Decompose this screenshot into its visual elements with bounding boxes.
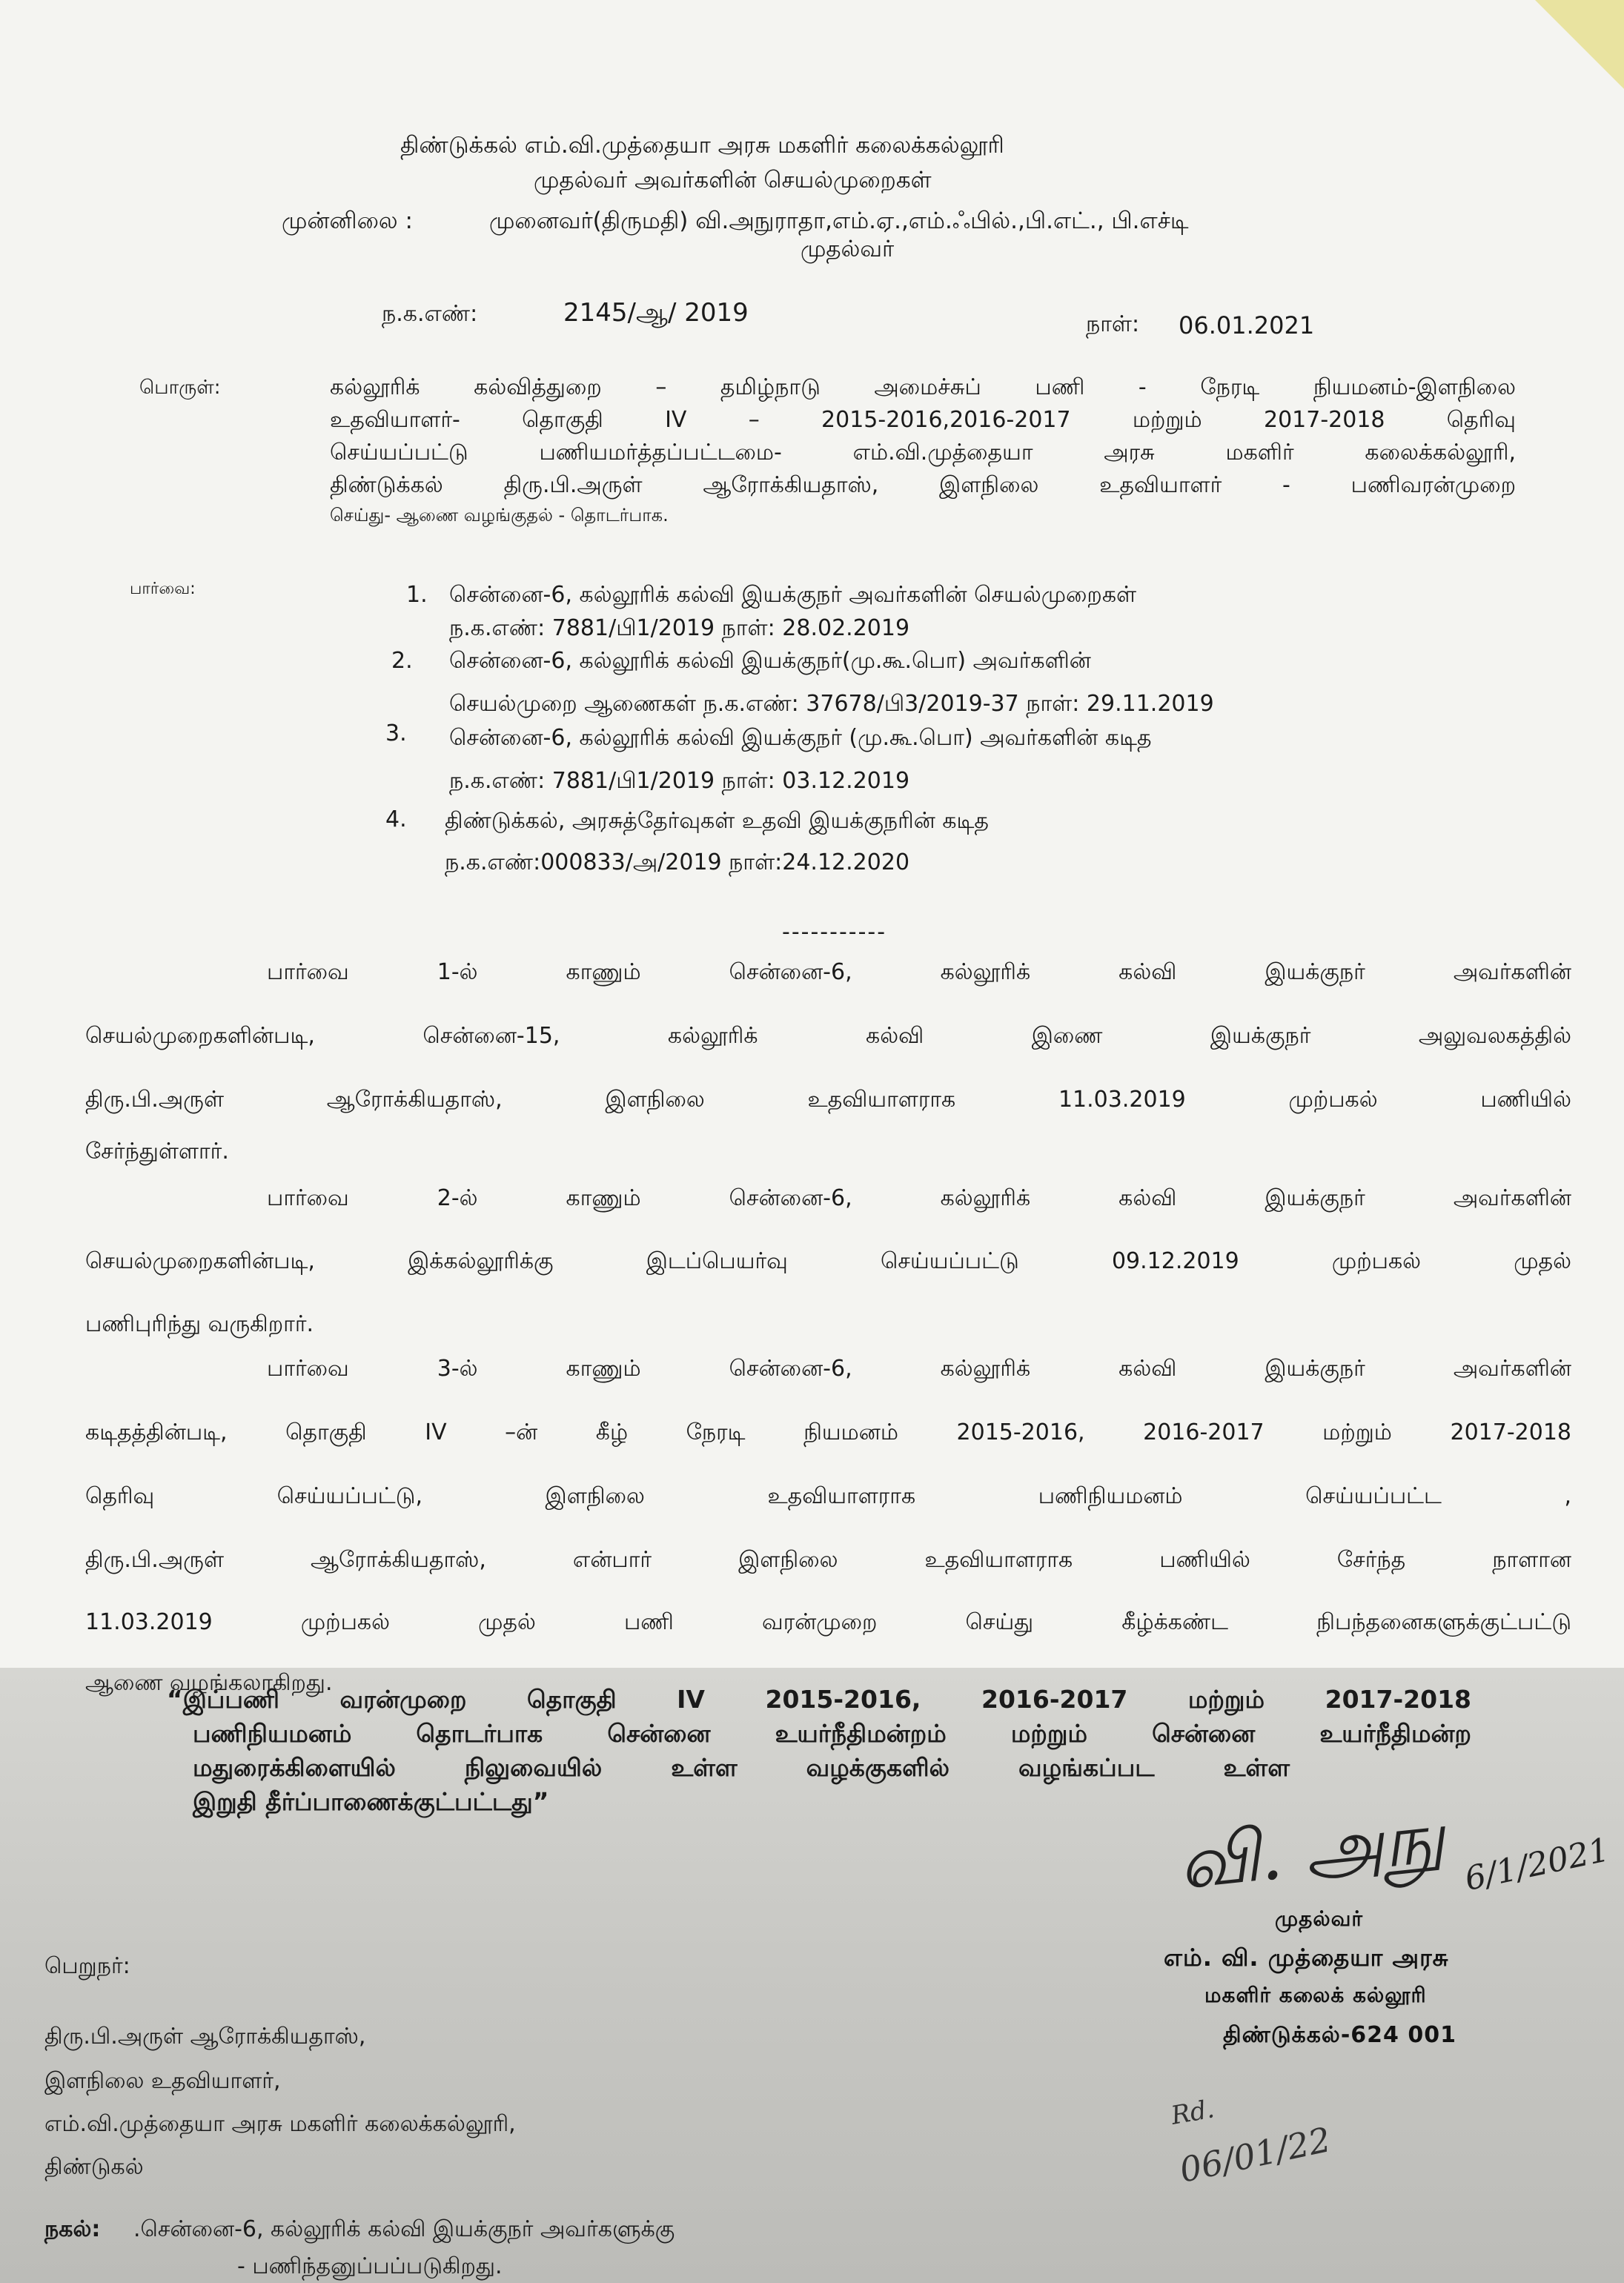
reference-line: செயல்முறை ஆணைகள் ந.க.எண்: 37678/பி3/2019-37 நாள்: 29.11.2019 — [449, 691, 1214, 717]
recipient-line: திண்டுகல் — [44, 2154, 144, 2180]
paragraph-line: 11.03.2019 முற்பகல் முதல் பணி வரன்முறை செய்து கீழ்க்கண்ட நிபந்தனைகளுக்குட்பட்டு — [85, 1609, 1571, 1635]
paragraph-line: பார்வை 2-ல் காணும் சென்னை-6, கல்லூரிக் கல்வி இயக்குநர் அவர்களின் — [267, 1185, 1571, 1211]
signature-date: 6/1/2021 — [1461, 1831, 1613, 1898]
paragraph-2 — [85, 1182, 1571, 1353]
stamp-line: எம். வி. முத்தையா அரசு — [1164, 1944, 1449, 1972]
copy-line: - பணிந்தனுப்பப்படுகிறது. — [237, 2253, 503, 2279]
reference-line: ந.க.எண்: 7881/பி1/2019 நாள்: 03.12.2019 — [449, 768, 910, 794]
date-value: 06.01.2021 — [1179, 311, 1315, 339]
principal-designation: முதல்வர் — [801, 236, 895, 262]
paragraph-3 — [85, 1353, 1571, 1704]
recipient-line: எம்.வி.முத்தையா அரசு மகளிர் கலைக்கல்லூரி, — [44, 2111, 516, 2137]
paragraph-line: செயல்முறைகளின்படி, இக்கல்லூரிக்கு இடப்பெயர்வு செய்யப்பட்டு 09.12.2019 முற்பகல் முதல் — [85, 1248, 1571, 1274]
subject-line: திண்டுக்கல் திரு.பி.அருள் ஆரோக்கியதாஸ், இளநிலை உதவியாளர் - பணிவரன்முறை — [330, 472, 1516, 498]
reference-number: 2. — [391, 648, 413, 674]
ref-no-value: 2145/ஆ/ 2019 — [563, 298, 749, 328]
subject-line: செய்யப்பட்டு பணியமர்த்தப்பட்டமை- எம்.வி.முத்தையா அரசு மகளிர் கலைக்கல்லூரி, — [330, 440, 1516, 465]
condition-line: இறுதி தீர்ப்பாணைக்குட்பட்டது” — [193, 1787, 549, 1816]
paragraph-line: செயல்முறைகளின்படி, சென்னை-15, கல்லூரிக் கல்வி இணை இயக்குநர் அலுவலகத்தில் — [85, 1023, 1571, 1049]
paragraph-line: சேர்ந்துள்ளார். — [85, 1139, 229, 1164]
paragraph-line: பணிபுரிந்து வருகிறார். — [85, 1311, 314, 1337]
condition-block — [167, 1683, 1471, 1819]
folded-corner — [1535, 0, 1624, 89]
copy-line: .சென்னை-6, கல்லூரிக் கல்வி இயக்குநர் அவர்களுக்கு — [133, 2216, 675, 2242]
paragraph-line: திரு.பி.அருள் ஆரோக்கியதாஸ், என்பார் இளநிலை உதவியாளராக பணியில் சேர்ந்த நாளான — [85, 1547, 1571, 1573]
condition-line: மதுரைக்கிளையில் நிலுவையில் உள்ள வழக்குகளில் வழங்கப்பட உள்ள — [193, 1753, 1290, 1782]
reference-line: ந.க.எண்:000833/அ/2019 நாள்:24.12.2020 — [445, 849, 910, 875]
principal-name: முனைவர்(திருமதி) வி.அநுராதா,எம்.ஏ.,எம்.ஃபில்.,பி.எட்., பி.எச்டி — [489, 208, 1189, 234]
divider: ----------- — [782, 919, 887, 945]
presence-label: முன்னிலை : — [282, 208, 413, 234]
recipient-label: பெறுநர்: — [44, 1953, 130, 1979]
paragraph-line: திரு.பி.அருள் ஆரோக்கியதாஸ், இளநிலை உதவியாளராக 11.03.2019 முற்பகல் பணியில் — [85, 1087, 1571, 1113]
subject-label: பொருள்: — [139, 377, 221, 399]
reference-number: 3. — [385, 720, 407, 746]
paragraph-1 — [85, 956, 1571, 1180]
copy-label: நகல்: — [44, 2216, 101, 2242]
order-title: முதல்வர் அவர்களின் செயல்முறைகள் — [534, 167, 932, 193]
date-label: நாள்: — [1086, 311, 1140, 337]
reference-line: சென்னை-6, கல்லூரிக் கல்வி இயக்குநர்(மு.கூ.பொ) அவர்களின் — [449, 648, 1091, 674]
stamp-line: மகளிர் கலைக் கல்லூரி — [1204, 1983, 1427, 2007]
reference-number: 1. — [406, 582, 428, 608]
condition-line: “இப்பணி வரன்முறை தொகுதி IV 2015-2016, 2016-2017 மற்றும் 2017-2018 — [167, 1685, 1471, 1714]
reference-line: திண்டுக்கல், அரசுத்தேர்வுகள் உதவி இயக்குநரின் கடித — [445, 808, 989, 834]
college-name: திண்டுக்கல் எம்.வி.முத்தையா அரசு மகளிர் கலைக்கல்லூரி — [400, 132, 1004, 159]
receipt-note: Rd. — [1168, 2094, 1217, 2131]
ref-no-label: ந.க.எண்: — [382, 301, 478, 327]
reference-number: 4. — [385, 806, 407, 832]
subject-line: செய்து- ஆணை வழங்குதல் - தொடர்பாக. — [330, 505, 669, 526]
recipient-line: திரு.பி.அருள் ஆரோக்கியதாஸ், — [44, 2024, 366, 2050]
reference-line: சென்னை-6, கல்லூரிக் கல்வி இயக்குநர் (மு.கூ.பொ) அவர்களின் கடித — [449, 725, 1152, 751]
references-label: பார்வை: — [130, 580, 196, 598]
handwritten-signature: வி. அநு — [1174, 1795, 1449, 1906]
paragraph-line: ஆணை வழங்கலாகிறது. — [85, 1670, 333, 1696]
paragraph-line: பார்வை 1-ல் காணும் சென்னை-6, கல்லூரிக் கல்வி இயக்குநர் அவர்களின் — [267, 959, 1571, 985]
stamp-line: முதல்வர் — [1275, 1906, 1363, 1931]
paragraph-line: கடிதத்தின்படி, தொகுதி IV –ன் கீழ் நேரடி நியமனம் 2015-2016, 2016-2017 மற்றும் 2017-2018 — [85, 1419, 1571, 1445]
reference-line: சென்னை-6, கல்லூரிக் கல்வி இயக்குநர் அவர்களின் செயல்முறைகள் — [449, 582, 1137, 608]
condition-line: பணிநியமனம் தொடர்பாக சென்னை உயர்நீதிமன்றம் மற்றும் சென்னை உயர்நீதிமன்ற — [193, 1719, 1471, 1748]
subject-line: கல்லூரிக் கல்வித்துறை – தமிழ்நாடு அமைச்சுப் பணி - நேரடி நியமனம்-இளநிலை — [330, 374, 1516, 400]
stamp-line: திண்டுக்கல்-624 001 — [1223, 2022, 1456, 2048]
paragraph-line: பார்வை 3-ல் காணும் சென்னை-6, கல்லூரிக் கல்வி இயக்குநர் அவர்களின் — [267, 1356, 1571, 1382]
paragraph-line: தெரிவு செய்யப்பட்டு, இளநிலை உதவியாளராக பணிநியமனம் செய்யப்பட்ட , — [85, 1483, 1571, 1509]
recipient-line: இளநிலை உதவியாளர், — [44, 2068, 281, 2094]
reference-line: ந.க.எண்: 7881/பி1/2019 நாள்: 28.02.2019 — [449, 615, 910, 641]
subject-line: உதவியாளர்- தொகுதி IV – 2015-2016,2016-2017 மற்றும் 2017-2018 தெரிவு — [330, 407, 1516, 433]
subject-block — [330, 374, 1516, 534]
receipt-date: 06/01/22 — [1176, 2119, 1334, 2190]
